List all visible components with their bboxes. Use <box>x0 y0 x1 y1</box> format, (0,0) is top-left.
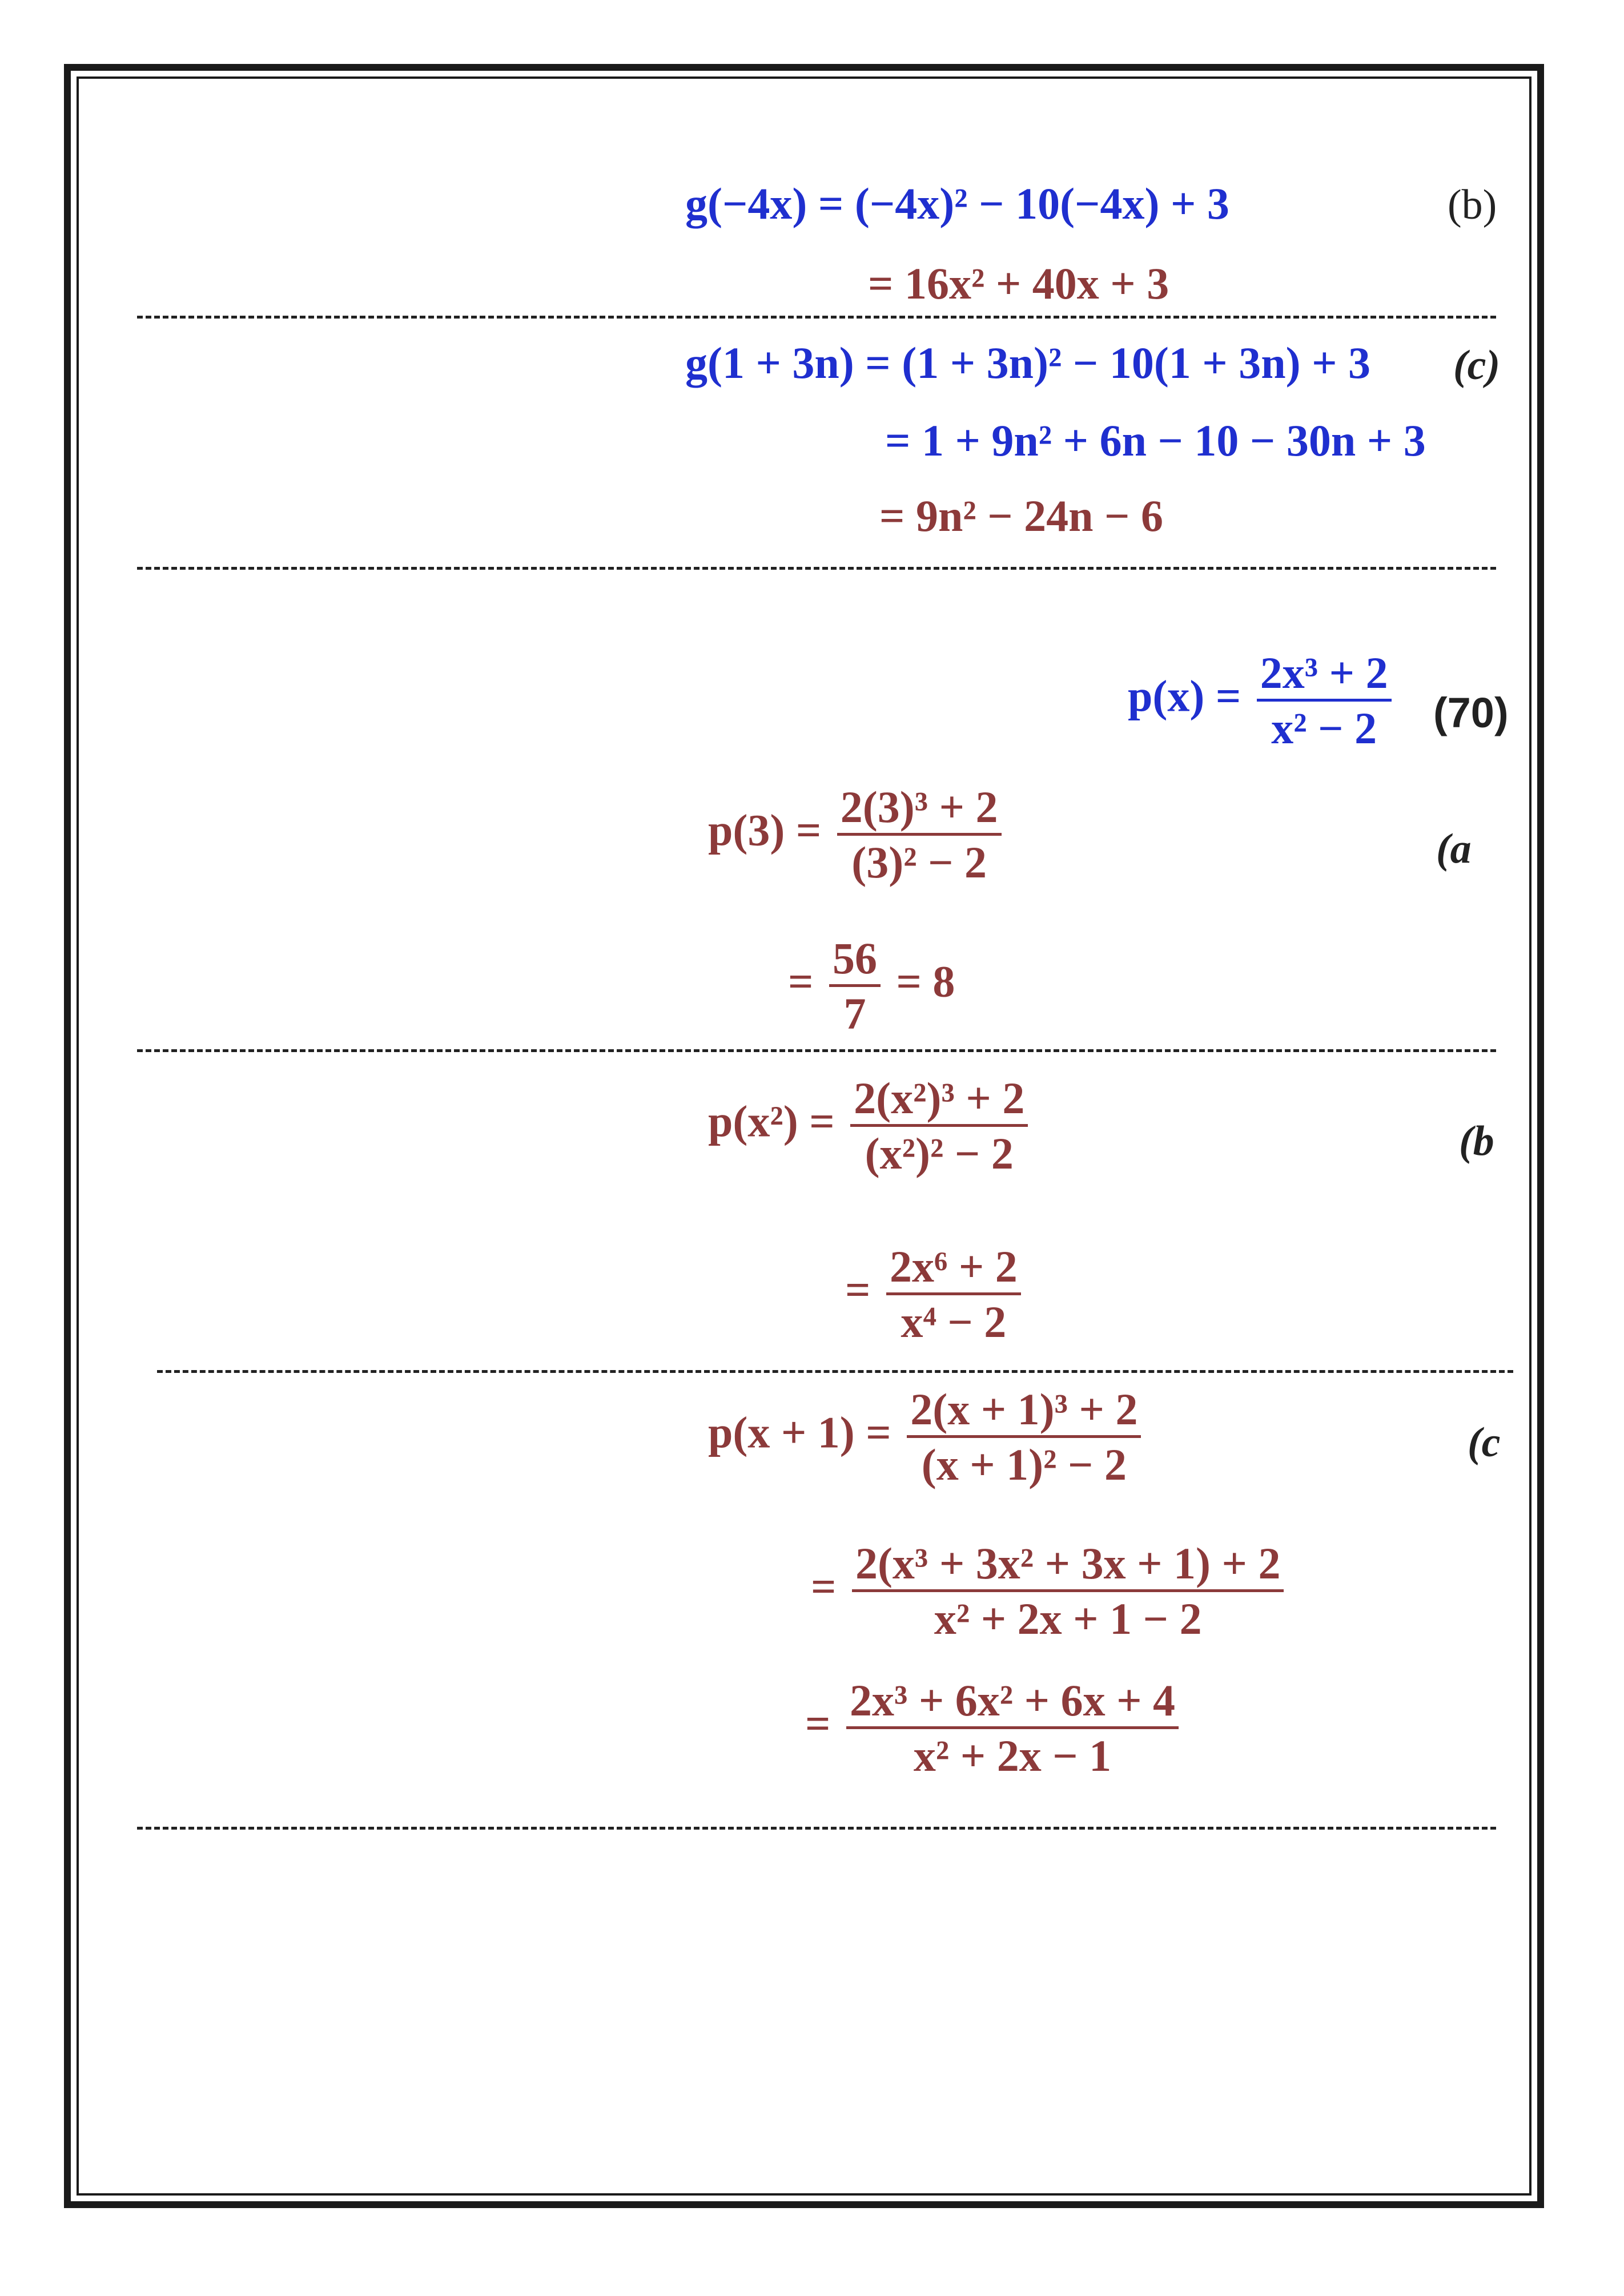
p70c-equation <box>708 1384 1145 1489</box>
separator-5 <box>137 1827 1496 1830</box>
p70c-step1-fraction <box>852 1538 1284 1644</box>
p70c-denominator: (x + 1)² − 2 <box>921 1440 1127 1489</box>
problem-70-definition <box>1128 648 1396 753</box>
part-b-label: (b) <box>1448 182 1497 228</box>
p70c-step2-fraction <box>846 1675 1179 1781</box>
p70b-result-denominator: x⁴ − 2 <box>901 1297 1007 1347</box>
part-c-equation-line1 <box>685 338 1371 388</box>
definition-fraction <box>1257 648 1392 753</box>
separator-2 <box>137 567 1496 570</box>
part-b-lhs: g(−4x) <box>685 179 807 228</box>
p70c-step1-numerator: 2(x³ + 3x² + 3x + 1) + 2 <box>852 1541 1284 1592</box>
p70a-result-value: = 8 <box>896 956 955 1006</box>
p70b-result: = $\frac{\text{2x⁶ + 2}}{\text{x⁴ − 2}}$ <box>845 1244 1026 1344</box>
p70b-result-fraction <box>886 1242 1021 1347</box>
p70a-result-fraction <box>829 933 881 1038</box>
p70a-result: = $\frac{56}{7}$ = 8 <box>788 933 955 1038</box>
p70b-denominator: (x²)² − 2 <box>865 1129 1014 1178</box>
p70c-step1-denominator: x² + 2x + 1 − 2 <box>934 1594 1202 1644</box>
p70a-result-numerator: 56 <box>829 936 881 987</box>
p70c-numerator: 2(x + 1)³ + 2 <box>907 1387 1141 1438</box>
part-c-rhs: = (1 + 3n)² − 10(1 + 3n) + 3 <box>865 338 1371 388</box>
p70c-step2-numerator: 2x³ + 6x² + 6x + 4 <box>846 1678 1179 1729</box>
definition-denominator: x² − 2 <box>1271 703 1377 753</box>
p70c-step1: = $\frac{\text{2(x³ + 3x² + 3x + 1) + 2}}{\text{x² + 2x + 1 − 2}}$ <box>811 1541 1288 1641</box>
part-c-equation-line3: = 9n² − 24n − 6 <box>879 491 1163 541</box>
p70b-lhs: p(x²) = <box>708 1096 835 1146</box>
part-c-label: (c) <box>1453 342 1501 389</box>
p70a-result-denominator: 7 <box>843 989 866 1038</box>
p70b-fraction <box>850 1073 1028 1178</box>
p70b-equation <box>708 1073 1032 1178</box>
separator-1 <box>137 316 1496 319</box>
p70b-result-numerator: 2x⁶ + 2 <box>886 1244 1021 1295</box>
p70a-lhs: p(3) = <box>708 805 822 855</box>
p70b-label: (b <box>1459 1118 1494 1165</box>
part-b-rhs: = (−4x)² − 10(−4x) + 3 <box>818 179 1229 228</box>
part-c-equation-line2: = 1 + 9n² + 6n − 10 − 30n + 3 <box>885 416 1426 465</box>
p70c-step2: = $\frac{\text{2x³ + 6x² + 6x + 4}}{\text{x² + 2x − 1}}$ <box>805 1678 1183 1778</box>
p70a-numerator: 2(3)³ + 2 <box>837 785 1002 836</box>
problem-70-number: (70) <box>1433 689 1509 736</box>
part-b-equation-line1 <box>685 179 1229 228</box>
separator-4 <box>157 1370 1513 1373</box>
p70a-equation <box>708 782 1006 887</box>
part-c-lhs: g(1 + 3n) <box>685 338 854 388</box>
p70a-fraction <box>837 782 1002 887</box>
definition-lhs: p(x) = <box>1128 671 1241 721</box>
separator-3 <box>137 1049 1496 1052</box>
p70c-fraction <box>907 1384 1141 1489</box>
p70c-lhs: p(x + 1) = <box>708 1407 891 1457</box>
definition-numerator: 2x³ + 2 <box>1257 651 1392 702</box>
p70a-label: (a <box>1436 825 1472 872</box>
part-b-equation-line2: = 16x² + 40x + 3 <box>868 259 1169 308</box>
p70a-denominator: (3)² − 2 <box>851 837 987 887</box>
p70b-numerator: 2(x²)³ + 2 <box>850 1076 1028 1127</box>
p70c-step2-denominator: x² + 2x − 1 <box>913 1731 1112 1781</box>
p70c-label: (c <box>1468 1419 1501 1466</box>
